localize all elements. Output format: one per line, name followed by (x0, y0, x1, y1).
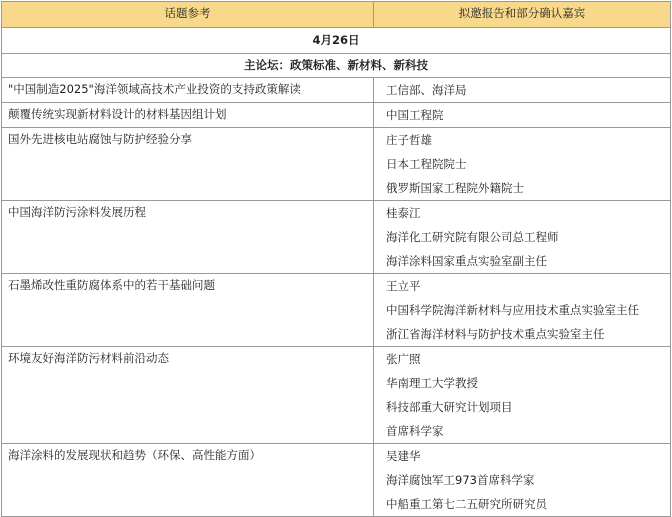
speaker-line: 张广照 (386, 352, 421, 366)
date-label: 4月26日 (2, 28, 671, 54)
header-row (2, 2, 671, 28)
speaker-line: 日本工程院院士 (386, 157, 467, 171)
agenda-table (1, 1, 671, 517)
speaker-line: 海洋涂料国家重点实验室副主任 (386, 254, 547, 268)
speaker-line: 科技部重大研究计划项目 (386, 400, 513, 414)
table-row (2, 78, 671, 103)
topic-cell: 环境友好海洋防污材料前沿动态 (2, 347, 374, 444)
speaker-cell (374, 274, 671, 347)
topic-cell: 颠覆传统实现新材料设计的材料基因组计划 (2, 103, 374, 128)
topic-cell: 国外先进核电站腐蚀与防护经验分享 (2, 128, 374, 201)
speaker-line: 浙江省海洋材料与防护技术重点实验室主任 (386, 327, 605, 341)
speaker-line: 中船重工第七二五研究所研究员 (386, 497, 547, 511)
speaker-line: 工信部、海洋局 (386, 83, 467, 97)
topic-cell: 中国海洋防污涂料发展历程 (2, 201, 374, 274)
speaker-line: 海洋化工研究院有限公司总工程师 (386, 230, 559, 244)
speaker-line: 首席科学家 (386, 424, 444, 438)
speaker-cell (374, 347, 671, 444)
header-topic: 话题参考 (2, 2, 374, 28)
speaker-line: 吴建华 (386, 449, 421, 463)
speaker-cell (374, 103, 671, 128)
speaker-cell (374, 201, 671, 274)
speaker-line: 海洋腐蚀军工973首席科学家 (386, 473, 535, 487)
table-row (2, 444, 671, 517)
topic-cell: "中国制造2025"海洋领域高技术产业投资的支持政策解读 (2, 78, 374, 103)
topic-cell: 石墨烯改性重防腐体系中的若干基础问题 (2, 274, 374, 347)
forum-row (2, 54, 671, 78)
topic-cell: 海洋涂料的发展现状和趋势（环保、高性能方面） (2, 444, 374, 517)
table-row (2, 201, 671, 274)
table-row (2, 274, 671, 347)
speaker-cell (374, 78, 671, 103)
date-row (2, 28, 671, 54)
speaker-line: 庄子哲雄 (386, 133, 432, 147)
speaker-line: 俄罗斯国家工程院外籍院士 (386, 181, 524, 195)
forum-title: 主论坛：政策标准、新材料、新科技 (2, 54, 671, 78)
table-row (2, 103, 671, 128)
speaker-cell (374, 444, 671, 517)
table-row (2, 128, 671, 201)
speaker-cell (374, 128, 671, 201)
header-speaker: 拟邀报告和部分确认嘉宾 (374, 2, 671, 28)
speaker-line: 中国科学院海洋新材料与应用技术重点实验室主任 (386, 303, 639, 317)
speaker-line: 中国工程院 (386, 108, 444, 122)
speaker-line: 王立平 (386, 279, 421, 293)
table-row (2, 347, 671, 444)
speaker-line: 华南理工大学教授 (386, 376, 478, 390)
speaker-line: 桂泰江 (386, 206, 421, 220)
